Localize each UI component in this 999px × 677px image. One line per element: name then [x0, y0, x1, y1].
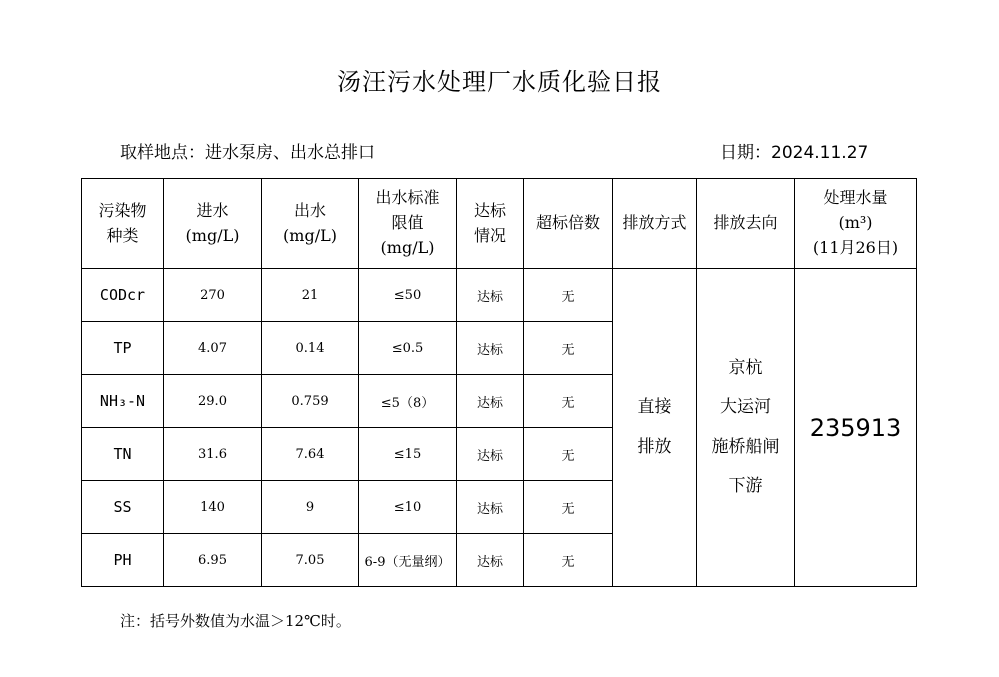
cell-influent: 31.6 [164, 428, 262, 481]
header-influent-line: 进水 [196, 200, 229, 220]
header-discharge-method: 排放方式 [613, 179, 697, 269]
cell-pollutant: NH₃-N [82, 375, 164, 428]
cell-exceed: 无 [524, 481, 613, 534]
header-compliance-line: 达标 [473, 200, 506, 220]
cell-pollutant: TN [82, 428, 164, 481]
cell-effluent: 0.759 [262, 375, 359, 428]
cell-standard: ≤10 [359, 481, 457, 534]
cell-exceed: 无 [524, 375, 613, 428]
cell-standard: ≤0.5 [359, 322, 457, 375]
discharge-destination-line: 京杭 [728, 358, 763, 379]
header-standard [359, 179, 457, 269]
header-volume-line: (11月26日) [812, 237, 899, 257]
cell-compliance: 达标 [457, 322, 524, 375]
cell-effluent: 9 [262, 481, 359, 534]
cell-pollutant: SS [82, 481, 164, 534]
header-discharge-destination: 排放去向 [697, 179, 795, 269]
header-row [82, 179, 917, 269]
cell-discharge-method [613, 269, 697, 587]
header-pollutant-line: 污染物 [98, 200, 147, 220]
cell-standard: ≤5（8） [359, 375, 457, 428]
header-effluent [262, 179, 359, 269]
header-volume-line: (m³) [838, 213, 873, 233]
discharge-method-line: 直接 [637, 397, 672, 418]
cell-exceed: 无 [524, 428, 613, 481]
header-effluent-line: (mg/L) [283, 225, 337, 245]
cell-discharge-destination [697, 269, 795, 587]
cell-effluent: 0.14 [262, 322, 359, 375]
report-date: 日期：2024.11.27 [720, 143, 869, 163]
water-quality-table [81, 178, 917, 587]
header-compliance [457, 179, 524, 269]
header-influent-line: (mg/L) [185, 225, 240, 245]
cell-effluent: 7.05 [262, 534, 359, 587]
cell-standard: ≤50 [359, 269, 457, 322]
cell-pollutant: PH [82, 534, 164, 587]
discharge-destination-line: 下游 [728, 475, 763, 496]
cell-pollutant: TP [82, 322, 164, 375]
header-volume-line: 处理水量 [823, 188, 888, 208]
cell-influent: 140 [164, 481, 262, 534]
discharge-method-line: 排放 [637, 436, 672, 457]
cell-compliance: 达标 [457, 534, 524, 587]
report-title: 汤汪污水处理厂水质化验日报 [337, 68, 662, 96]
header-standard-line: 限值 [391, 213, 424, 233]
cell-influent: 6.95 [164, 534, 262, 587]
sample-location: 取样地点：进水泵房、出水总排口 [120, 143, 375, 163]
cell-compliance: 达标 [457, 481, 524, 534]
cell-volume: 235913 [795, 269, 917, 587]
footnote: 注：括号外数值为水温＞12℃时。 [120, 612, 351, 630]
cell-standard: 6-9（无量纲） [359, 534, 457, 587]
header-volume [795, 179, 917, 269]
discharge-destination-line: 施桥船闸 [711, 436, 780, 457]
header-standard-line: (mg/L) [380, 237, 435, 257]
cell-standard: ≤15 [359, 428, 457, 481]
header-pollutant [82, 179, 164, 269]
cell-influent: 270 [164, 269, 262, 322]
discharge-destination-line: 大运河 [720, 397, 771, 418]
header-effluent-line: 出水 [293, 200, 326, 220]
cell-influent: 29.0 [164, 375, 262, 428]
cell-effluent: 7.64 [262, 428, 359, 481]
table-row [82, 269, 917, 322]
header-exceed-ratio: 超标倍数 [524, 179, 613, 269]
cell-exceed: 无 [524, 269, 613, 322]
cell-compliance: 达标 [457, 428, 524, 481]
cell-compliance: 达标 [457, 269, 524, 322]
cell-exceed: 无 [524, 534, 613, 587]
header-influent [164, 179, 262, 269]
header-pollutant-line: 种类 [106, 225, 139, 245]
cell-effluent: 21 [262, 269, 359, 322]
cell-compliance: 达标 [457, 375, 524, 428]
cell-exceed: 无 [524, 322, 613, 375]
cell-influent: 4.07 [164, 322, 262, 375]
header-standard-line: 出水标准 [375, 188, 440, 208]
cell-pollutant: CODcr [82, 269, 164, 322]
header-compliance-line: 情况 [473, 225, 506, 245]
